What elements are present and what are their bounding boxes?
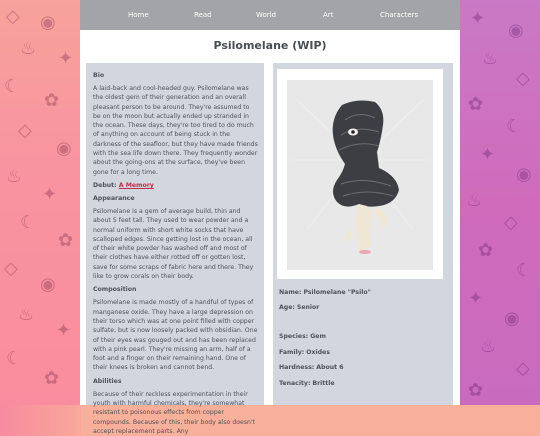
age-value: Senior bbox=[296, 304, 320, 311]
diamond-icon: ◇ bbox=[18, 120, 32, 141]
character-illustration bbox=[287, 80, 433, 270]
profile-hardness bbox=[279, 364, 344, 371]
appearance-heading: Appearance bbox=[93, 194, 135, 202]
crescent-icon: ☾ bbox=[20, 212, 37, 233]
flower-icon: ✿ bbox=[44, 90, 60, 111]
nav-read-link[interactable]: Read bbox=[194, 11, 212, 19]
diamond-icon: ◇ bbox=[516, 358, 530, 379]
name-value: Psilomelane "Psilo" bbox=[303, 289, 371, 296]
eye-icon: ◉ bbox=[56, 138, 72, 159]
bio-panel[interactable] bbox=[86, 63, 264, 435]
bio-text: A laid-back and cool-headed guy. Psilomelane was the oldest gem of their generation and an overall pleasant person to be around. They're assumed to be on the moon but actually ended up stranded in the ocean. These days, they're too tired to do much of anything on account of being stuck in the darkness of the seafloor, but they have made friends with the sea life down there. They frequently wonder about the going-ons at the surface, they've been gone for a long time. bbox=[93, 85, 258, 176]
crescent-icon: ☾ bbox=[516, 260, 533, 281]
debut-line bbox=[93, 182, 258, 189]
sparkle-icon: ✦ bbox=[56, 320, 72, 341]
family-label: Family: bbox=[279, 349, 305, 356]
eye-icon: ◉ bbox=[40, 12, 56, 33]
eye-icon: ◉ bbox=[508, 20, 524, 41]
hardness-value: About 6 bbox=[316, 364, 344, 371]
debut-label: Debut: bbox=[93, 181, 117, 189]
species-value: Gem bbox=[310, 333, 326, 340]
nav-home-link[interactable]: Home bbox=[128, 11, 149, 19]
age-label: Age: bbox=[279, 304, 295, 311]
crescent-icon: ☾ bbox=[4, 76, 21, 97]
flower-icon: ✿ bbox=[44, 368, 60, 389]
flame-icon: ♨ bbox=[20, 38, 37, 59]
flame-icon: ♨ bbox=[480, 336, 497, 357]
flower-icon: ✿ bbox=[468, 380, 484, 401]
diamond-icon: ◇ bbox=[504, 212, 518, 233]
flower-icon: ✿ bbox=[58, 230, 74, 251]
abilities-text: Because of their reckless experimentation in their youth with harmful chemicals, they're somewhat resistant to poisonous effects from copper compounds. Because of this, their body also doesn't accept replacement parts. Any bbox=[93, 390, 256, 435]
flame-icon: ♨ bbox=[18, 304, 35, 325]
eye-icon: ◉ bbox=[40, 274, 56, 295]
flame-icon: ♨ bbox=[6, 166, 23, 187]
diamond-icon: ◇ bbox=[516, 68, 530, 89]
family-value: Oxides bbox=[306, 349, 330, 356]
species-label: Species: bbox=[279, 333, 309, 340]
tenacity-label: Tenacity: bbox=[279, 380, 311, 387]
sparkle-icon: ✦ bbox=[468, 288, 484, 309]
sparkle-icon: ✦ bbox=[58, 48, 74, 69]
profile-name bbox=[279, 289, 371, 296]
nav-characters-link[interactable]: Characters bbox=[380, 11, 419, 19]
debut-link[interactable]: A Memory bbox=[118, 181, 154, 189]
character-art-frame bbox=[277, 69, 443, 279]
composition-heading: Composition bbox=[93, 286, 137, 294]
flower-icon: ✿ bbox=[468, 94, 484, 115]
flower-icon: ✿ bbox=[478, 240, 494, 261]
diamond-icon: ◇ bbox=[6, 6, 20, 27]
profile-age bbox=[279, 304, 319, 311]
right-decorative-background bbox=[460, 0, 540, 405]
diamond-icon: ◇ bbox=[4, 258, 18, 279]
flame-icon: ♨ bbox=[482, 48, 499, 69]
composition-text: Psilomelane is made mostly of a handful of types of manganese oxide. They have a large depression on their torso which was at one point filled with copper sulfate, but is now loosely packed with obsidian. One of their eyes was gouged out and has been replaced with a pink pearl. They're missing an arm, half of a foot and a finger on their remaining hand. One of their knees is broken and cannot bend. bbox=[93, 299, 258, 372]
page-title: Psilomelane (WIP) bbox=[213, 39, 327, 52]
profile-tenacity bbox=[279, 380, 335, 387]
sparkle-icon: ✦ bbox=[470, 8, 486, 29]
top-nav-bar bbox=[80, 0, 460, 30]
flame-icon: ♨ bbox=[466, 190, 483, 211]
profile-family bbox=[279, 349, 330, 356]
tenacity-value: Brittle bbox=[312, 380, 335, 387]
sparkle-icon: ✦ bbox=[480, 144, 496, 165]
crescent-icon: ☾ bbox=[6, 348, 23, 369]
crescent-icon: ☾ bbox=[506, 116, 523, 137]
appearance-text: Psilomelane is a gem of average build, thin and about 5 feet tall. They used to wear powder and a normal uniform with short white socks that have scalloped edges. Since getting lost in the ocean, all of their white powder has washed off and most of their clothes have either rotted off or gotten lost, save for some scraps of fabric here and there. They like to grow corals on their body. bbox=[93, 207, 254, 281]
profile-species bbox=[279, 333, 326, 340]
left-decorative-background bbox=[0, 0, 80, 405]
nav-art-link[interactable]: Art bbox=[323, 11, 334, 19]
profile-panel bbox=[273, 63, 453, 405]
nav-world-link[interactable]: World bbox=[256, 11, 277, 19]
character-art[interactable] bbox=[287, 80, 433, 270]
bio-heading: Bio bbox=[93, 72, 105, 79]
eye-icon: ◉ bbox=[516, 164, 532, 185]
main-content bbox=[80, 30, 460, 435]
abilities-heading: Abilities bbox=[93, 377, 122, 385]
hardness-label: Hardness: bbox=[279, 364, 315, 371]
name-label: Name: bbox=[279, 289, 302, 296]
eye-icon: ◉ bbox=[504, 308, 520, 329]
sparkle-icon: ✦ bbox=[42, 184, 58, 205]
